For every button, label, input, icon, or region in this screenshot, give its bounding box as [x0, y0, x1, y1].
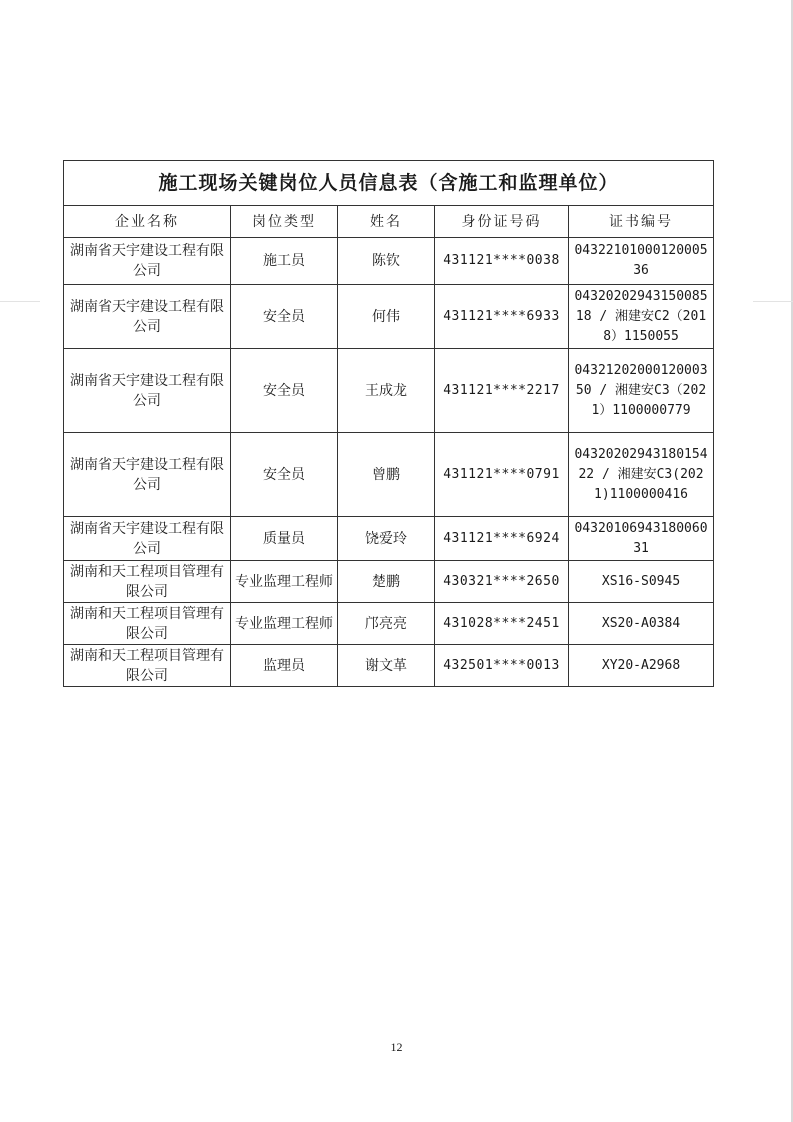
table-row — [64, 603, 714, 645]
cell-id-number: 431121****2217 — [435, 349, 569, 433]
page-number: 12 — [390, 1040, 403, 1054]
table-row — [64, 349, 714, 433]
cell-cert-number: XS20-A0384 — [569, 603, 714, 645]
cell-name: 陈钦 — [338, 238, 435, 285]
cell-position: 监理员 — [231, 645, 338, 687]
cell-company: 湖南省天宇建设工程有限公司 — [64, 285, 231, 349]
header-cert-number: 证书编号 — [569, 206, 714, 238]
personnel-info-table — [63, 160, 714, 687]
cell-position: 专业监理工程师 — [231, 561, 338, 603]
header-id-number: 身份证号码 — [435, 206, 569, 238]
cell-company: 湖南和天工程项目管理有限公司 — [64, 603, 231, 645]
cell-position: 质量员 — [231, 517, 338, 561]
cell-company: 湖南省天宇建设工程有限公司 — [64, 238, 231, 285]
cell-company: 湖南省天宇建设工程有限公司 — [64, 349, 231, 433]
table-row — [64, 238, 714, 285]
header-name: 姓名 — [338, 206, 435, 238]
cell-id-number: 431121****6933 — [435, 285, 569, 349]
cell-cert-number: 0432020294315008518 / 湘建安C2（2018）1150055 — [569, 285, 714, 349]
cell-id-number: 430321****2650 — [435, 561, 569, 603]
cell-id-number: 432501****0013 — [435, 645, 569, 687]
scan-mark — [0, 301, 40, 302]
cell-position: 施工员 — [231, 238, 338, 285]
cell-id-number: 431121****0038 — [435, 238, 569, 285]
cell-id-number: 431028****2451 — [435, 603, 569, 645]
table-row — [64, 433, 714, 517]
table-row — [64, 561, 714, 603]
cell-cert-number: 0432010694318006031 — [569, 517, 714, 561]
scan-mark — [753, 301, 793, 302]
cell-position: 安全员 — [231, 285, 338, 349]
cell-company: 湖南省天宇建设工程有限公司 — [64, 433, 231, 517]
cell-position: 安全员 — [231, 433, 338, 517]
cell-cert-number: 0432210100012000536 — [569, 238, 714, 285]
cell-name: 谢文革 — [338, 645, 435, 687]
table-row — [64, 645, 714, 687]
cell-name: 王成龙 — [338, 349, 435, 433]
cell-position: 专业监理工程师 — [231, 603, 338, 645]
cell-position: 安全员 — [231, 349, 338, 433]
cell-id-number: 431121****0791 — [435, 433, 569, 517]
header-position: 岗位类型 — [231, 206, 338, 238]
header-company: 企业名称 — [64, 206, 231, 238]
table-row — [64, 285, 714, 349]
cell-name: 邝亮亮 — [338, 603, 435, 645]
header-row — [64, 206, 714, 238]
cell-cert-number: 0432120200012000350 / 湘建安C3（2021）1100000779 — [569, 349, 714, 433]
cell-cert-number: XY20-A2968 — [569, 645, 714, 687]
cell-name: 何伟 — [338, 285, 435, 349]
cell-cert-number: XS16-S0945 — [569, 561, 714, 603]
table-title: 施工现场关键岗位人员信息表（含施工和监理单位） — [64, 161, 714, 206]
cell-company: 湖南省天宇建设工程有限公司 — [64, 517, 231, 561]
cell-id-number: 431121****6924 — [435, 517, 569, 561]
cell-cert-number: 0432020294318015422 / 湘建安C3(2021)1100000416 — [569, 433, 714, 517]
cell-name: 曾鹏 — [338, 433, 435, 517]
cell-company: 湖南和天工程项目管理有限公司 — [64, 645, 231, 687]
cell-name: 楚鹏 — [338, 561, 435, 603]
cell-company: 湖南和天工程项目管理有限公司 — [64, 561, 231, 603]
cell-name: 饶爱玲 — [338, 517, 435, 561]
table-row — [64, 517, 714, 561]
